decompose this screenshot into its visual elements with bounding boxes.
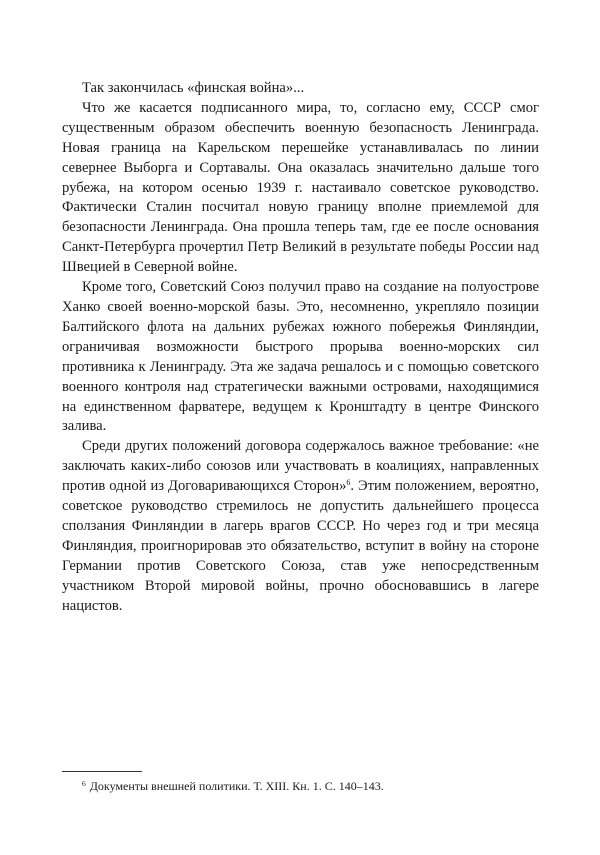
paragraph-4 (62, 437, 539, 616)
main-text (62, 79, 539, 616)
footnote (82, 778, 542, 794)
footnote-mark: 6 (82, 779, 86, 788)
paragraph-4-text-end: . Этим положением, вероятно, советское руководство стремилось не допустить дальнейшего процесса сползания Финляндии в лагерь врагов СССР. Но через год и три месяца Финляндия, проигнорировав это обязательство, вступит в войну на стороне Германии против Советского Союза, став уже непосредственным участником Второй мировой войны, прочно обосновавшись в лагере нацистов. (62, 478, 539, 614)
paragraph-2: Что же касается подписанного мира, то, согласно ему, СССР смог существенным образом обеспечить военную безопасность Ленинграда. Новая граница на Карельском перешейке устанавливалась по линии севернее Выборга и Сортавалы. Она оказалась значительно дальше того рубежа, на котором осенью 1939 г. настаивало советское руководство. Фактически Сталин посчитал новую границу вполне приемлемой для безопасности Ленинграда. Она прошла теперь там, где ее после основания Санкт-Петербурга прочертил Петр Великий в результате победы России над Швецией в Северной войне. (62, 99, 539, 276)
paragraph-4-text-start: Среди других положений договора содержалось важное требование: «не заключать каких-либо союзов или участвовать в коалициях, направленных против одной из Договаривающихся Сторон» (62, 438, 539, 495)
paragraph-1: Так закончилась «финская война»... (82, 80, 305, 96)
footnote-divider (62, 771, 142, 772)
footnote-text: Документы внешней политики. Т. XIII. Кн. 1. С. 140–143. (89, 779, 384, 793)
paragraph-3: Кроме того, Советский Союз получил право на создание на полуострове Ханко своей военно-морской базы. Это, несомненно, укрепляло позиции Балтийского флота на дальних рубежах южного побережья Финляндии, ограничивая возможности быстрого прорыва военно-морских сил противника к Ленинграду. Эта же задача решалось и с помощью советского военного контроля над стратегически важными островами, находящимися на единственном фарватере, ведущем к Кронштадту в центре Финского залива. (62, 279, 539, 435)
footnote-reference: 6 (346, 478, 351, 488)
